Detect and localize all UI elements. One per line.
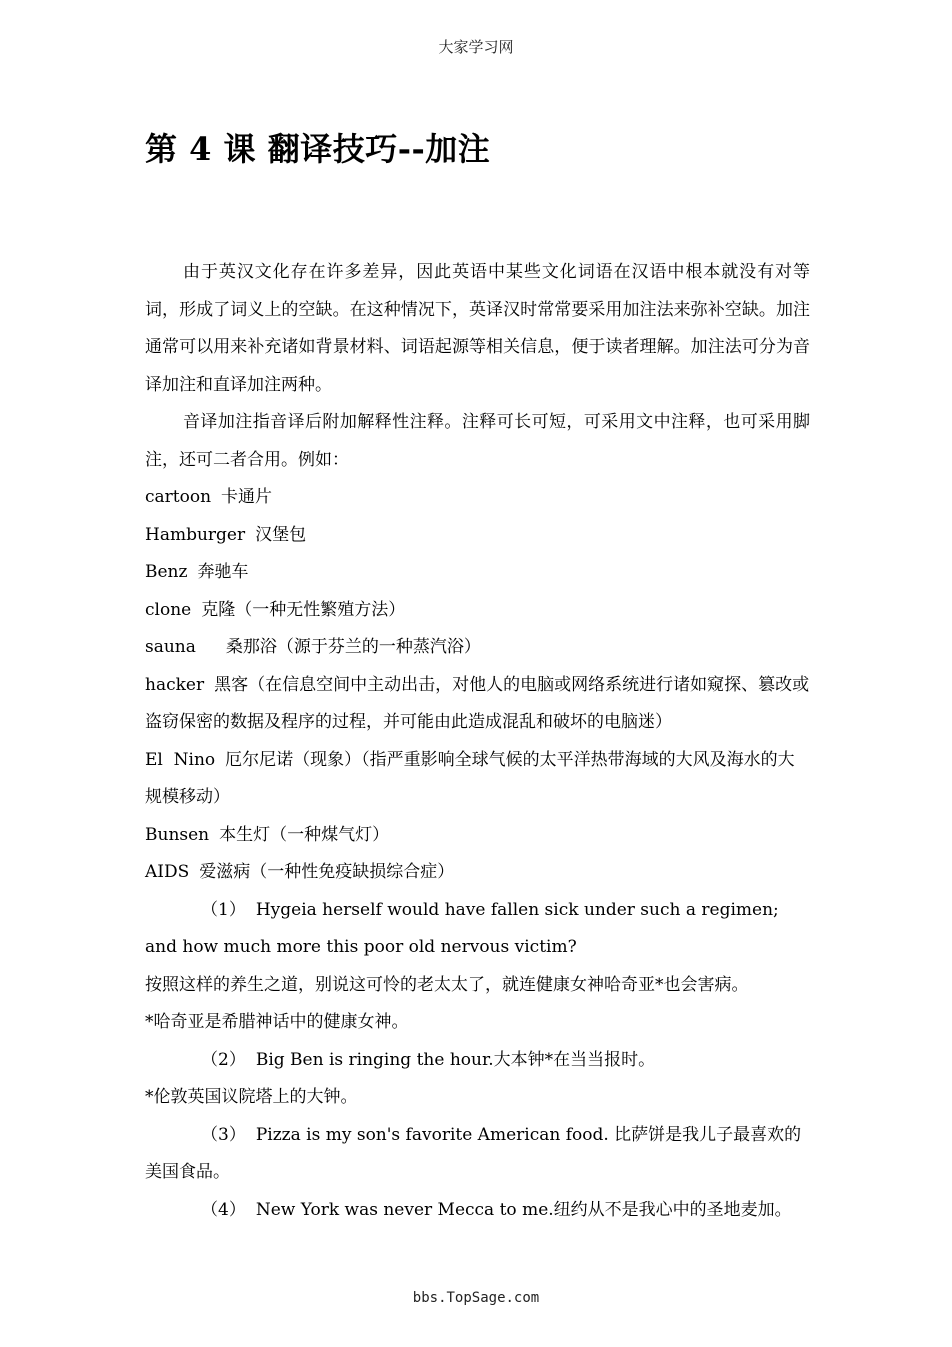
term-chinese: 爱滋病（一种性免疫缺损综合症） xyxy=(199,862,455,882)
example-3 xyxy=(145,1117,810,1192)
example-text: Hygeia herself would have fallen sick under such a regimen; and how much more this poor old nervous victim? xyxy=(145,899,779,957)
term-item xyxy=(145,479,810,517)
term-chinese: 卡通片 xyxy=(221,487,273,507)
example-text: Big Ben is ringing the hour.大本钟*在当当报时。 xyxy=(255,1049,656,1070)
example-number: （4） xyxy=(201,1199,246,1220)
term-item xyxy=(145,592,810,630)
example-text: New York was never Mecca to me.纽约从不是我心中的圣地麦加。 xyxy=(255,1199,792,1220)
term-chinese: 厄尔尼诺（现象）（指严重影响全球气候的太平洋热带海域的大风及海水的大规模移动） xyxy=(145,749,795,807)
term-item xyxy=(145,817,810,855)
term-item xyxy=(145,629,810,667)
lesson-title: 第 4 课 翻译技巧--加注 xyxy=(145,130,491,168)
term-english: clone xyxy=(145,599,192,620)
term-english: sauna xyxy=(145,637,196,657)
lesson-body xyxy=(145,254,810,1229)
example-text: Pizza is my son's favorite American food. 比萨饼是我儿子最喜欢的美国食品。 xyxy=(145,1124,802,1182)
term-english: El Nino xyxy=(145,749,216,770)
example-1-note: *哈奇亚是希腊神话中的健康女神。 xyxy=(145,1012,409,1032)
term-chinese: 克隆（一种无性繁殖方法） xyxy=(201,599,406,620)
term-english: Benz xyxy=(145,562,188,582)
transliteration-paragraph: 音译加注指音译后附加解释性注释。注释可长可短，可采用文中注释，也可采用脚注，还可二者合用。例如： xyxy=(145,412,810,470)
example-2-note: *伦敦英国议院塔上的大钟。 xyxy=(145,1087,358,1107)
example-number: （1） xyxy=(201,899,246,920)
term-item xyxy=(145,667,810,742)
term-chinese: 汉堡包 xyxy=(255,524,307,545)
example-1 xyxy=(145,892,810,967)
term-chinese: 黑客（在信息空间中主动出击，对他人的电脑或网络系统进行诸如窥探、篡改或盗窃保密的数据及程序的过程，并可能由此造成混乱和破坏的电脑迷） xyxy=(145,674,810,732)
intro-paragraph: 由于英汉文化存在许多差异，因此英语中某些文化词语在汉语中根本就没有对等词，形成了词义上的空缺。在这种情况下，英译汉时常常要采用加注法来弥补空缺。加注通常可以用来补充诸如背景材料、词语起源等相关信息，便于读者理解。加注法可分为音译加注和直译加注两种。 xyxy=(145,262,810,395)
term-item xyxy=(145,742,810,817)
example-1-translation: 按照这样的养生之道，别说这可怜的老太太了，就连健康女神哈奇亚*也会害病。 xyxy=(145,974,749,995)
term-english: Bunsen xyxy=(145,824,210,845)
term-chinese: 桑那浴（源于芬兰的一种蒸汽浴） xyxy=(225,637,481,657)
example-number: （2） xyxy=(201,1049,246,1070)
term-english: cartoon xyxy=(145,487,212,507)
term-english: Hamburger xyxy=(145,524,246,545)
term-chinese: 本生灯（一种煤气灯） xyxy=(219,824,390,845)
term-item xyxy=(145,554,810,592)
page-header: 大家学习网 xyxy=(438,38,514,56)
term-english: hacker xyxy=(145,674,205,695)
example-2 xyxy=(145,1042,810,1080)
example-4 xyxy=(145,1192,810,1230)
term-chinese: 奔驰车 xyxy=(197,562,249,582)
term-item xyxy=(145,517,810,555)
term-item xyxy=(145,854,810,892)
term-english: AIDS xyxy=(145,862,190,882)
example-number: （3） xyxy=(201,1124,246,1145)
page-footer: bbs.TopSage.com xyxy=(412,1290,540,1306)
